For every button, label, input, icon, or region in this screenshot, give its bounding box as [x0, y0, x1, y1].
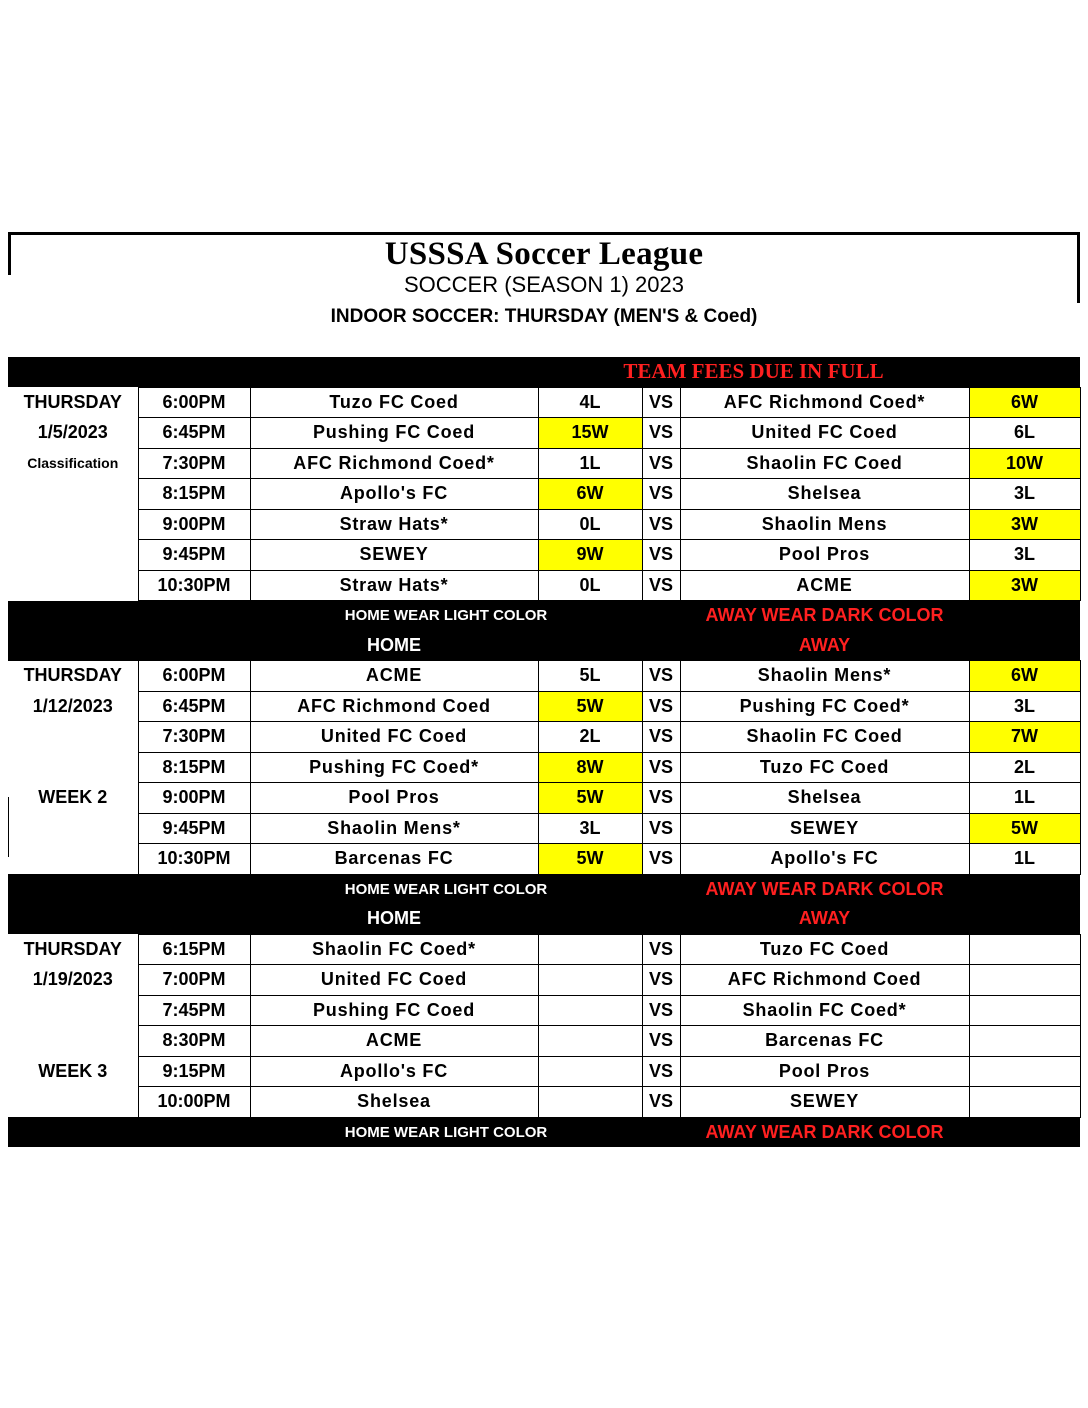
vs-label: VS — [642, 691, 680, 722]
game-time: 9:15PM — [138, 1056, 250, 1087]
game-row — [8, 995, 1080, 1026]
away-result — [969, 934, 1080, 965]
away-team: Shaolin Mens* — [680, 661, 969, 692]
label-blank — [8, 540, 138, 571]
home-result: 3L — [538, 813, 642, 844]
game-row — [8, 509, 1080, 540]
game-time: 7:45PM — [138, 995, 250, 1026]
game-time: 6:45PM — [138, 418, 250, 449]
home-label: HOME — [250, 631, 538, 661]
vs-label: VS — [642, 965, 680, 996]
away-team: Barcenas FC — [680, 1026, 969, 1057]
game-time: 6:45PM — [138, 691, 250, 722]
away-team: AFC Richmond Coed — [680, 965, 969, 996]
home-team: Pushing FC Coed* — [250, 752, 538, 783]
away-team: Apollo's FC — [680, 844, 969, 875]
home-team: Pushing FC Coed — [250, 995, 538, 1026]
home-result — [538, 1026, 642, 1057]
game-row — [8, 752, 1080, 783]
away-result: 1L — [969, 844, 1080, 875]
league-subtitle: INDOOR SOCCER: THURSDAY (MEN'S & Coed) — [330, 306, 758, 327]
game-time: 9:45PM — [138, 813, 250, 844]
label-blank — [8, 570, 138, 601]
game-time: 8:30PM — [138, 1026, 250, 1057]
home-team: Apollo's FC — [250, 479, 538, 510]
band-blank — [138, 1117, 250, 1147]
band-blank — [642, 1117, 680, 1147]
home-result: 0L — [538, 570, 642, 601]
away-result — [969, 995, 1080, 1026]
away-result: 1L — [969, 783, 1080, 814]
week-label: Classification — [8, 448, 138, 479]
away-team: Shaolin FC Coed — [680, 722, 969, 753]
game-time: 7:00PM — [138, 965, 250, 996]
game-row — [8, 934, 1080, 965]
away-team: Tuzo FC Coed — [680, 934, 969, 965]
game-time: 10:30PM — [138, 570, 250, 601]
game-time: 9:00PM — [138, 509, 250, 540]
home-team: Pool Pros — [250, 783, 538, 814]
band-blank — [642, 874, 680, 904]
game-row — [8, 813, 1080, 844]
game-row — [8, 540, 1080, 571]
away-team: Shaolin FC Coed* — [680, 995, 969, 1026]
band-blank — [642, 601, 680, 631]
away-result: 6L — [969, 418, 1080, 449]
away-team: ACME — [680, 570, 969, 601]
away-team: Shaolin FC Coed — [680, 448, 969, 479]
band-blank — [138, 874, 250, 904]
away-wear-label: AWAY WEAR DARK COLOR — [680, 874, 969, 904]
home-wear-label: HOME WEAR LIGHT COLOR — [250, 601, 642, 631]
away-result: 3W — [969, 570, 1080, 601]
band-blank — [138, 631, 250, 661]
week-date-label: 1/12/2023 — [8, 691, 138, 722]
home-result: 1L — [538, 448, 642, 479]
band-blank — [969, 601, 1080, 631]
label-blank — [8, 479, 138, 510]
week-label: WEEK 3 — [8, 1056, 138, 1087]
vs-label: VS — [642, 752, 680, 783]
away-result: 3L — [969, 479, 1080, 510]
vs-label: VS — [642, 387, 680, 418]
away-team: United FC Coed — [680, 418, 969, 449]
game-time: 10:00PM — [138, 1087, 250, 1118]
vs-label: VS — [642, 570, 680, 601]
home-team: ACME — [250, 661, 538, 692]
vs-label: VS — [642, 448, 680, 479]
band-blank — [8, 904, 138, 934]
home-team: United FC Coed — [250, 965, 538, 996]
home-result — [538, 995, 642, 1026]
vs-label: VS — [642, 722, 680, 753]
home-result — [538, 1087, 642, 1118]
away-wear-label: AWAY WEAR DARK COLOR — [680, 601, 969, 631]
away-result — [969, 965, 1080, 996]
home-team: Apollo's FC — [250, 1056, 538, 1087]
away-result: 7W — [969, 722, 1080, 753]
away-result: 3L — [969, 540, 1080, 571]
banner-right-blank — [969, 357, 1080, 387]
vs-label: VS — [642, 1087, 680, 1118]
label-blank — [8, 813, 138, 844]
away-team: Pushing FC Coed* — [680, 691, 969, 722]
vs-label: VS — [642, 844, 680, 875]
game-row — [8, 844, 1080, 875]
home-result: 9W — [538, 540, 642, 571]
vs-label: VS — [642, 1056, 680, 1087]
game-time: 6:00PM — [138, 661, 250, 692]
banner-left-blank — [8, 357, 538, 387]
home-result: 15W — [538, 418, 642, 449]
away-wear-label: AWAY WEAR DARK COLOR — [680, 1117, 969, 1147]
fees-banner-row — [8, 357, 1080, 387]
away-team: SEWEY — [680, 813, 969, 844]
season-subtitle: SOCCER (SEASON 1) 2023 — [404, 272, 684, 297]
away-label: AWAY — [680, 631, 969, 661]
home-wear-label: HOME WEAR LIGHT COLOR — [250, 874, 642, 904]
label-blank — [8, 1026, 138, 1057]
home-result: 5W — [538, 844, 642, 875]
left-border-mark — [8, 797, 9, 857]
away-result: 5W — [969, 813, 1080, 844]
home-team: SEWEY — [250, 540, 538, 571]
wear-color-row — [8, 1117, 1080, 1147]
away-result — [969, 1056, 1080, 1087]
home-team: Pushing FC Coed — [250, 418, 538, 449]
game-row — [8, 1056, 1080, 1087]
home-team: Tuzo FC Coed — [250, 387, 538, 418]
home-team: United FC Coed — [250, 722, 538, 753]
home-result — [538, 934, 642, 965]
game-row — [8, 965, 1080, 996]
label-blank — [8, 722, 138, 753]
band-blank — [8, 1117, 138, 1147]
week-date-label: 1/5/2023 — [8, 418, 138, 449]
home-result: 5L — [538, 661, 642, 692]
away-team: Pool Pros — [680, 1056, 969, 1087]
vs-label: VS — [642, 418, 680, 449]
away-team: Shaolin Mens — [680, 509, 969, 540]
game-time: 7:30PM — [138, 722, 250, 753]
band-blank — [138, 904, 250, 934]
home-result: 2L — [538, 722, 642, 753]
home-result: 6W — [538, 479, 642, 510]
game-row — [8, 418, 1080, 449]
week-label: WEEK 2 — [8, 783, 138, 814]
home-wear-label: HOME WEAR LIGHT COLOR — [250, 1117, 642, 1147]
band-blank — [969, 904, 1080, 934]
away-result — [969, 1087, 1080, 1118]
home-team: Shaolin Mens* — [250, 813, 538, 844]
week-day-label: THURSDAY — [8, 934, 138, 965]
away-team: Shelsea — [680, 479, 969, 510]
home-result: 5W — [538, 691, 642, 722]
away-result: 6W — [969, 387, 1080, 418]
band-blank — [138, 601, 250, 631]
home-result: 8W — [538, 752, 642, 783]
away-team: AFC Richmond Coed* — [680, 387, 969, 418]
label-blank — [8, 1087, 138, 1118]
vs-label: VS — [642, 509, 680, 540]
away-result: 6W — [969, 661, 1080, 692]
game-time: 6:00PM — [138, 387, 250, 418]
away-result: 3W — [969, 509, 1080, 540]
game-time: 8:15PM — [138, 479, 250, 510]
wear-color-row — [8, 874, 1080, 904]
band-blank — [538, 904, 642, 934]
home-away-row — [8, 631, 1080, 661]
home-team: AFC Richmond Coed* — [250, 448, 538, 479]
page-title: USSSA Soccer League — [384, 236, 704, 272]
band-blank — [969, 631, 1080, 661]
away-label: AWAY — [680, 904, 969, 934]
label-blank — [8, 752, 138, 783]
vs-label: VS — [642, 934, 680, 965]
label-blank — [8, 844, 138, 875]
game-row — [8, 1087, 1080, 1118]
band-blank — [969, 874, 1080, 904]
week-day-label: THURSDAY — [8, 661, 138, 692]
vs-label: VS — [642, 783, 680, 814]
game-row — [8, 570, 1080, 601]
game-time: 8:15PM — [138, 752, 250, 783]
vs-label: VS — [642, 661, 680, 692]
home-result — [538, 1056, 642, 1087]
home-result: 5W — [538, 783, 642, 814]
label-blank — [8, 509, 138, 540]
home-result — [538, 965, 642, 996]
home-label: HOME — [250, 904, 538, 934]
game-row — [8, 783, 1080, 814]
band-blank — [8, 874, 138, 904]
band-blank — [642, 631, 680, 661]
game-time: 9:00PM — [138, 783, 250, 814]
game-row — [8, 479, 1080, 510]
week-date-label: 1/19/2023 — [8, 965, 138, 996]
away-result — [969, 1026, 1080, 1057]
away-team: Pool Pros — [680, 540, 969, 571]
away-result: 2L — [969, 752, 1080, 783]
game-row — [8, 1026, 1080, 1057]
game-row — [8, 661, 1080, 692]
away-team: Tuzo FC Coed — [680, 752, 969, 783]
game-time: 6:15PM — [138, 934, 250, 965]
fees-banner: TEAM FEES DUE IN FULL — [538, 357, 969, 387]
game-row — [8, 722, 1080, 753]
band-blank — [8, 601, 138, 631]
away-result: 10W — [969, 448, 1080, 479]
vs-label: VS — [642, 479, 680, 510]
home-team: AFC Richmond Coed — [250, 691, 538, 722]
vs-label: VS — [642, 1026, 680, 1057]
home-team: Barcenas FC — [250, 844, 538, 875]
game-row — [8, 387, 1080, 418]
home-team: ACME — [250, 1026, 538, 1057]
band-blank — [642, 904, 680, 934]
game-time: 9:45PM — [138, 540, 250, 571]
vs-label: VS — [642, 995, 680, 1026]
band-blank — [538, 631, 642, 661]
game-time: 7:30PM — [138, 448, 250, 479]
home-away-row — [8, 904, 1080, 934]
game-row — [8, 691, 1080, 722]
home-result: 0L — [538, 509, 642, 540]
home-team: Shelsea — [250, 1087, 538, 1118]
schedule-table — [8, 357, 1081, 1147]
wear-color-row — [8, 601, 1080, 631]
week-day-label: THURSDAY — [8, 387, 138, 418]
home-team: Shaolin FC Coed* — [250, 934, 538, 965]
label-blank — [8, 995, 138, 1026]
home-result: 4L — [538, 387, 642, 418]
vs-label: VS — [642, 540, 680, 571]
game-row — [8, 448, 1080, 479]
band-blank — [8, 631, 138, 661]
band-blank — [969, 1117, 1080, 1147]
vs-label: VS — [642, 813, 680, 844]
game-time: 10:30PM — [138, 844, 250, 875]
away-team: SEWEY — [680, 1087, 969, 1118]
away-result: 3L — [969, 691, 1080, 722]
home-team: Straw Hats* — [250, 570, 538, 601]
away-team: Shelsea — [680, 783, 969, 814]
home-team: Straw Hats* — [250, 509, 538, 540]
